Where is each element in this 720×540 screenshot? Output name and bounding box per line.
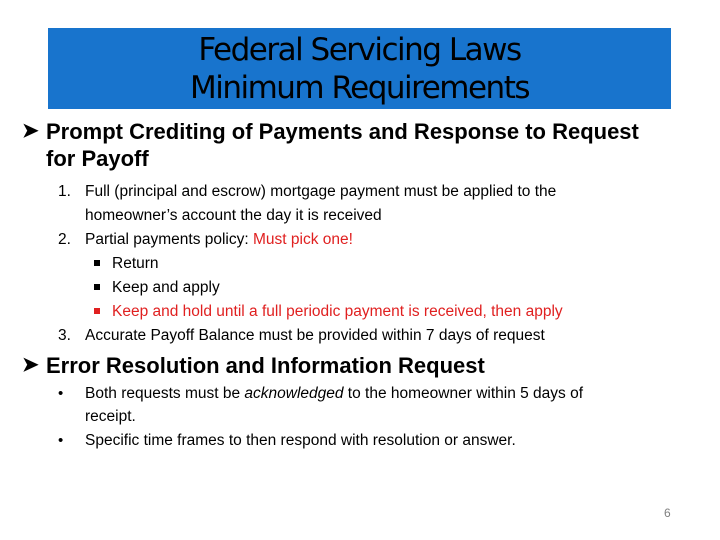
arrowhead-bullet-icon: ➤ bbox=[22, 120, 39, 142]
arrowhead-bullet-icon: ➤ bbox=[22, 354, 39, 376]
section-error-resolution bbox=[22, 352, 712, 379]
list-item-text: Accurate Payoff Balance must be provided within 7 days of request bbox=[85, 327, 545, 344]
slide-title-line-2: Minimum Requirements bbox=[189, 70, 530, 106]
section-heading-text: Error Resolution and Information Request bbox=[46, 353, 485, 378]
slide-title-line-1: Federal Servicing Laws bbox=[198, 32, 521, 68]
square-bullet-icon bbox=[94, 308, 100, 314]
sub-item-keep-and-apply bbox=[94, 276, 220, 300]
bullet-text: Specific time frames to then respond with resolution or answer. bbox=[85, 432, 516, 449]
list-item-text: homeowner’s account the day it is received bbox=[85, 207, 382, 224]
round-bullet-icon: • bbox=[58, 432, 64, 449]
square-bullet-icon bbox=[94, 260, 100, 266]
section-prompt-crediting bbox=[22, 118, 712, 172]
sub-item-text: Keep and hold until a full periodic payment is received, then apply bbox=[112, 303, 563, 320]
emphasis-text: acknowledged bbox=[244, 385, 344, 402]
list-item-text: Full (principal and escrow) mortgage payment must be applied to the bbox=[85, 183, 557, 200]
list-number: 2. bbox=[58, 231, 71, 248]
sub-item-return bbox=[94, 252, 159, 276]
bullet-text: Both requests must be bbox=[85, 385, 245, 402]
list-item-text: Partial payments policy: bbox=[85, 231, 253, 248]
square-bullet-icon bbox=[94, 284, 100, 290]
bullet-text: receipt. bbox=[85, 408, 136, 425]
list-number: 1. bbox=[58, 183, 71, 200]
bullet-text: to the homeowner within 5 days of bbox=[343, 385, 584, 402]
sub-item-keep-and-hold bbox=[94, 300, 563, 324]
section-heading-line-2: for Payoff bbox=[46, 146, 149, 171]
list-item-text-wrapper bbox=[85, 228, 353, 252]
list-number: 3. bbox=[58, 327, 71, 344]
slide-title-banner bbox=[48, 28, 671, 109]
section-heading bbox=[22, 118, 712, 172]
section-heading bbox=[22, 352, 712, 379]
bullet-text-wrapper bbox=[85, 382, 583, 406]
sub-item-text: Return bbox=[112, 255, 159, 272]
highlight-text: Must pick one! bbox=[253, 231, 353, 248]
page-number: 6 bbox=[664, 506, 671, 520]
round-bullet-icon: • bbox=[58, 385, 64, 402]
section-heading-line-1: Prompt Crediting of Payments and Response to Request bbox=[46, 119, 639, 144]
sub-item-text: Keep and apply bbox=[112, 279, 220, 296]
